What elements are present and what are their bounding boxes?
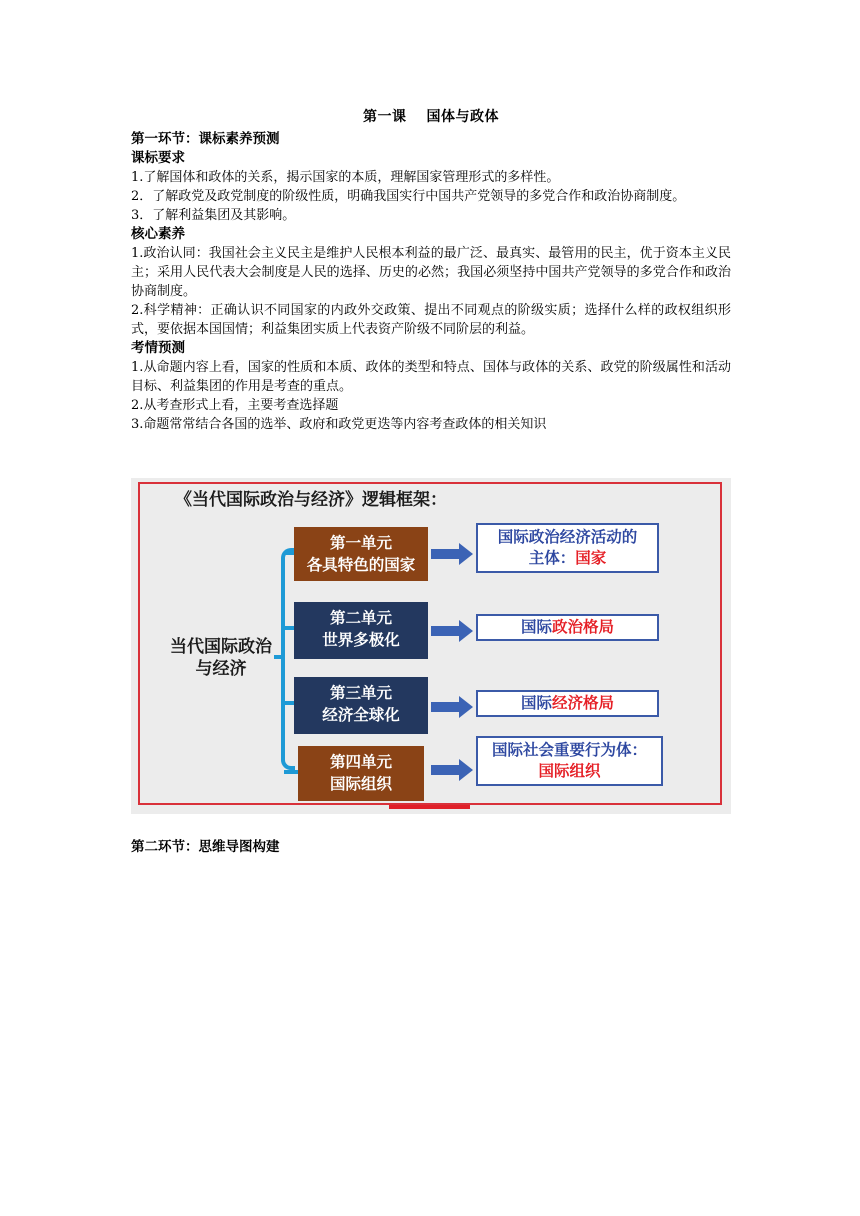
unit-1-result-box: 国际政治经济活动的 主体：国家 — [476, 523, 659, 573]
literacy-item: 1.政治认同：我国社会主义民主是维护人民根本利益的最广泛、最真实、最管用的民主，优于资本主义民主；采用人民代表大会制度是人民的选择、历史的必然；我国必须坚持中国共产党领导的多党合作和政治协商制度。 — [131, 246, 731, 299]
lesson-number: 第一课 — [363, 109, 407, 125]
bracket-tick — [274, 655, 285, 659]
forecast-item: 2.从考查形式上看，主要考查选择题 — [131, 398, 339, 413]
document-page — [131, 100, 731, 434]
literacy-item: 2.科学精神：正确认识不同国家的内政外交政策、提出不同观点的阶级实质；选择什么样的政权组织形式，要依据本国国情；利益集团实质上代表资产阶级不同阶层的利益。 — [131, 303, 731, 337]
red-underline-accent — [389, 805, 470, 809]
requirement-item: 3．了解利益集团及其影响。 — [131, 208, 296, 223]
unit-1-box: 第一单元 各具特色的国家 — [294, 527, 428, 581]
forecast-item: 3.命题常常结合各国的选举、政府和政党更迭等内容考查政体的相关知识 — [131, 417, 547, 432]
requirements-heading: 课标要求 — [131, 150, 185, 166]
lesson-title — [131, 106, 731, 126]
logic-framework-diagram — [131, 478, 731, 814]
bracket-connector — [281, 548, 295, 770]
arrow-right-icon — [431, 696, 473, 718]
unit-3-result-box: 国际经济格局 — [476, 690, 659, 717]
unit-3-box: 第三单元 经济全球化 — [294, 677, 428, 734]
forecast-item: 1.从命题内容上看，国家的性质和本质、政体的类型和特点、国体与政体的关系、政党的阶级属性和活动目标、利益集团的作用是考查的重点。 — [131, 360, 731, 394]
diagram-title: 《当代国际政治与经济》逻辑框架： — [175, 490, 447, 510]
forecast-heading: 考情预测 — [131, 340, 185, 356]
arrow-right-icon — [431, 543, 473, 565]
literacy-heading: 核心素养 — [131, 226, 185, 242]
unit-4-box: 第四单元 国际组织 — [298, 746, 424, 801]
unit-2-box: 第二单元 世界多极化 — [294, 602, 428, 659]
unit-4-result-box: 国际社会重要行为体： 国际组织 — [476, 736, 663, 786]
diagram-root-label: 当代国际政治 与经济 — [170, 637, 272, 679]
lesson-name: 国体与政体 — [426, 109, 499, 125]
section2-heading: 第二环节：思维导图构建 — [131, 839, 280, 855]
unit-2-result-box: 国际政治格局 — [476, 614, 659, 641]
requirement-item: 2．了解政党及政党制度的阶级性质，明确我国实行中国共产党领导的多党合作和政治协商制度。 — [131, 189, 686, 204]
requirement-item: 1.了解国体和政体的关系，揭示国家的本质，理解国家管理形式的多样性。 — [131, 170, 560, 185]
section1-heading: 第一环节：课标素养预测 — [131, 131, 280, 147]
arrow-right-icon — [431, 620, 473, 642]
arrow-right-icon — [431, 759, 473, 781]
